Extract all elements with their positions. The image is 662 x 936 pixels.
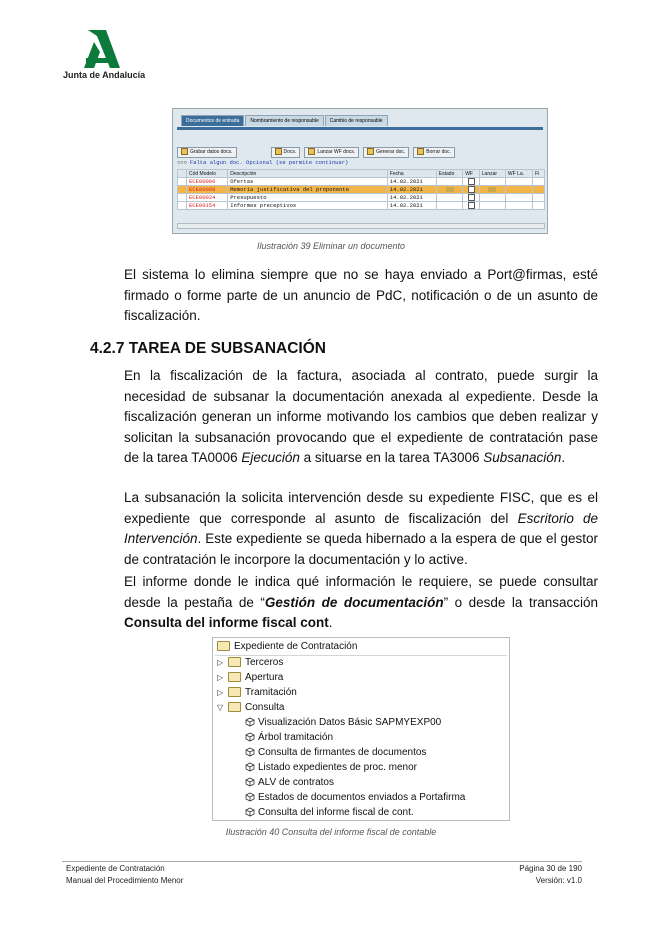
doc-code: ECE00006 (187, 178, 228, 186)
wf-checkbox[interactable] (468, 202, 475, 209)
status-text: Falta algun doc. Opcional (se permite continuar) (189, 159, 349, 166)
text: La subsanación la solicita intervención desde su expediente FISC, que es el expediente que corresponde al asunto de fiscalización del (124, 490, 598, 526)
doc-date: 14.02.2021 (387, 202, 436, 210)
text: En la fiscalización de la factura, asociada al contrato, puede surgir la necesidad de subsanar la documentación anexada al expediente. Desde la fiscalización generan un informe motivando los cambios que deben realizar y solicitan la subsanación provocando que el expediente de contratación pase de la tarea TA0006 (124, 368, 598, 465)
tree-transaction-item[interactable] (245, 806, 414, 820)
expand-icon[interactable]: ▷ (217, 658, 224, 667)
tree-folder-terceros[interactable] (217, 656, 283, 670)
wf-checkbox[interactable] (468, 194, 475, 201)
docs-button[interactable] (271, 147, 301, 158)
paragraph (124, 572, 598, 634)
col-header[interactable]: Fecha (387, 170, 436, 178)
text: . (328, 615, 333, 630)
doc-date: 14.02.2021 (387, 194, 436, 202)
transaction-cube-icon (245, 762, 255, 772)
launch-icon[interactable] (488, 187, 496, 192)
collapse-icon[interactable]: ▽ (217, 703, 224, 712)
table-row[interactable] (178, 178, 545, 186)
tree-transaction-item[interactable] (245, 731, 333, 745)
tree-item-label: Estados de documentos enviados a Portafirma (258, 792, 466, 803)
generate-icon (367, 148, 374, 155)
footer-title: Expediente de Contratación (66, 864, 165, 873)
borrar-label: Borrar doc. (426, 149, 452, 155)
doc-date: 14.02.2021 (387, 178, 436, 186)
paragraph (124, 488, 598, 570)
text-italic: Subsanación (483, 450, 562, 465)
doc-code: ECE00024 (187, 194, 228, 202)
tab-bar (177, 127, 543, 130)
transaction-cube-icon (245, 792, 255, 802)
figure-caption: Ilustración 40 Consulta del informe fiscal de contable (225, 827, 437, 837)
status-message (177, 159, 348, 166)
expand-icon[interactable]: ▷ (217, 688, 224, 697)
text-italic: Ejecución (241, 450, 300, 465)
tree-folder-apertura[interactable] (217, 671, 283, 685)
text: a situarse en la tarea TA3006 (299, 450, 484, 465)
tree-transaction-item[interactable] (245, 746, 426, 760)
folder-icon (228, 657, 241, 667)
text-bold: Consulta del informe fiscal cont (124, 615, 329, 630)
sap-menu-tree-screenshot (212, 637, 510, 821)
text-bold-italic: Gestión de documentación (264, 594, 444, 610)
footer-subtitle: Manual del Procedimiento Menor (66, 876, 184, 885)
tree-folder-consulta[interactable] (217, 701, 284, 715)
status-glasses-icon[interactable] (446, 187, 454, 192)
generar-doc-button[interactable] (363, 147, 409, 158)
footer-page: Página 30 de 190 (519, 864, 582, 873)
sap-documents-screenshot (172, 108, 548, 234)
folder-open-icon (228, 702, 241, 712)
tree-transaction-item[interactable] (245, 761, 417, 775)
document-icon (275, 148, 282, 155)
tree-item-label: Visualización Datos Básic SAPMYEXP00 (258, 717, 442, 728)
folder-label: Terceros (245, 657, 284, 668)
col-header[interactable]: Lanzar (479, 170, 505, 178)
folder-open-icon (217, 641, 230, 651)
table-row[interactable] (178, 202, 545, 210)
row-selector-header (178, 170, 187, 178)
tree-transaction-item[interactable] (245, 776, 334, 790)
text: ” o desde la transacción (443, 594, 598, 610)
col-header[interactable]: Fi (533, 170, 545, 178)
text-italic: Escritorio de Intervención (124, 510, 598, 546)
tree-transaction-item[interactable] (245, 791, 465, 805)
col-header[interactable]: Cód Modelo (187, 170, 228, 178)
paragraph (124, 366, 598, 469)
tree-item-label: Consulta de firmantes de documentos (258, 747, 427, 758)
tree-transaction-item[interactable] (245, 716, 441, 730)
tree-item-label: Listado expedientes de proc. menor (258, 762, 417, 773)
folder-icon (228, 687, 241, 697)
tree-item-label: Consulta del informe fiscal de cont. (258, 807, 414, 818)
tab-nombramiento-responsable[interactable]: Nombramiento de responsable (245, 115, 323, 126)
footer-divider (62, 861, 582, 862)
expand-icon[interactable]: ▷ (217, 673, 224, 682)
folder-label: Tramitación (245, 687, 297, 698)
doc-desc: Ofertas (228, 178, 388, 186)
tab-cambio-responsable[interactable]: Cambio de responsable (325, 115, 388, 126)
borrar-doc-button[interactable] (413, 147, 455, 158)
wf-checkbox[interactable] (468, 178, 475, 185)
figure-caption: Ilustración 39 Eliminar un documento (256, 241, 406, 251)
doc-desc: Memoria justificativa del proponente (228, 186, 388, 194)
docs-label: Docs. (283, 149, 297, 155)
delete-icon (417, 148, 424, 155)
text: . Este expediente se queda hibernado a la espera de que el gestor de contratación le incorpore la documentación y lo active. (124, 531, 598, 567)
save-icon (181, 148, 188, 155)
generar-label: Generar doc. (376, 149, 406, 155)
text: El informe donde le indica qué información le requiere, se puede consultar desde la pestaña de “ (124, 574, 598, 610)
transaction-cube-icon (245, 747, 255, 757)
logo-text: Junta de Andalucía (63, 70, 146, 80)
tree-item-label: Árbol tramitación (258, 732, 334, 743)
footer-version: Versión: v1.0 (535, 876, 582, 885)
col-header[interactable]: Descripción (228, 170, 388, 178)
col-header[interactable]: Estado (436, 170, 463, 178)
transaction-cube-icon (245, 807, 255, 817)
table-row-selected[interactable] (178, 186, 545, 194)
transaction-cube-icon (245, 732, 255, 742)
tree-folder-tramitacion[interactable] (217, 686, 297, 700)
tree-root-label: Expediente de Contratación (234, 641, 358, 652)
doc-code: ECE00154 (187, 202, 228, 210)
transaction-cube-icon (245, 717, 255, 727)
tree-item-label: ALV de contratos (258, 777, 334, 788)
folder-label: Apertura (245, 672, 284, 683)
col-header[interactable]: WF (463, 170, 479, 178)
doc-date: 14.02.2021 (387, 186, 436, 194)
tree-root[interactable] (217, 640, 357, 654)
folder-label: Consulta (245, 702, 285, 713)
documents-table (177, 169, 545, 210)
transaction-cube-icon (245, 777, 255, 787)
status-lights-icon: ○○○ (177, 159, 187, 166)
grabar-datos-button[interactable] (177, 147, 237, 158)
table-row[interactable] (178, 194, 545, 202)
tab-documentos-entrada[interactable]: Documentos de entrada (181, 115, 244, 126)
lanzar-label: Lanzar WF docs. (317, 149, 356, 155)
folder-icon (228, 672, 241, 682)
section-heading: 4.2.7 TAREA DE SUBSANACIÓN (90, 340, 326, 357)
lanzar-wf-button[interactable] (304, 147, 359, 158)
paragraph: El sistema lo elimina siempre que no se haya enviado a Port@firmas, esté firmado o forme parte de un anuncio de PdC, notificación o de un asunto de fiscalización. (124, 267, 598, 323)
horizontal-scrollbar[interactable] (177, 223, 545, 229)
doc-desc: Informes preceptivos (228, 202, 388, 210)
wf-checkbox[interactable] (468, 186, 475, 193)
doc-desc: Presupuesto (228, 194, 388, 202)
workflow-icon (308, 148, 315, 155)
text: . (561, 450, 566, 465)
col-header[interactable]: WF La. (505, 170, 532, 178)
grabar-label: Grabar datos docs. (190, 149, 233, 155)
doc-code: ECE00008 (187, 186, 228, 194)
